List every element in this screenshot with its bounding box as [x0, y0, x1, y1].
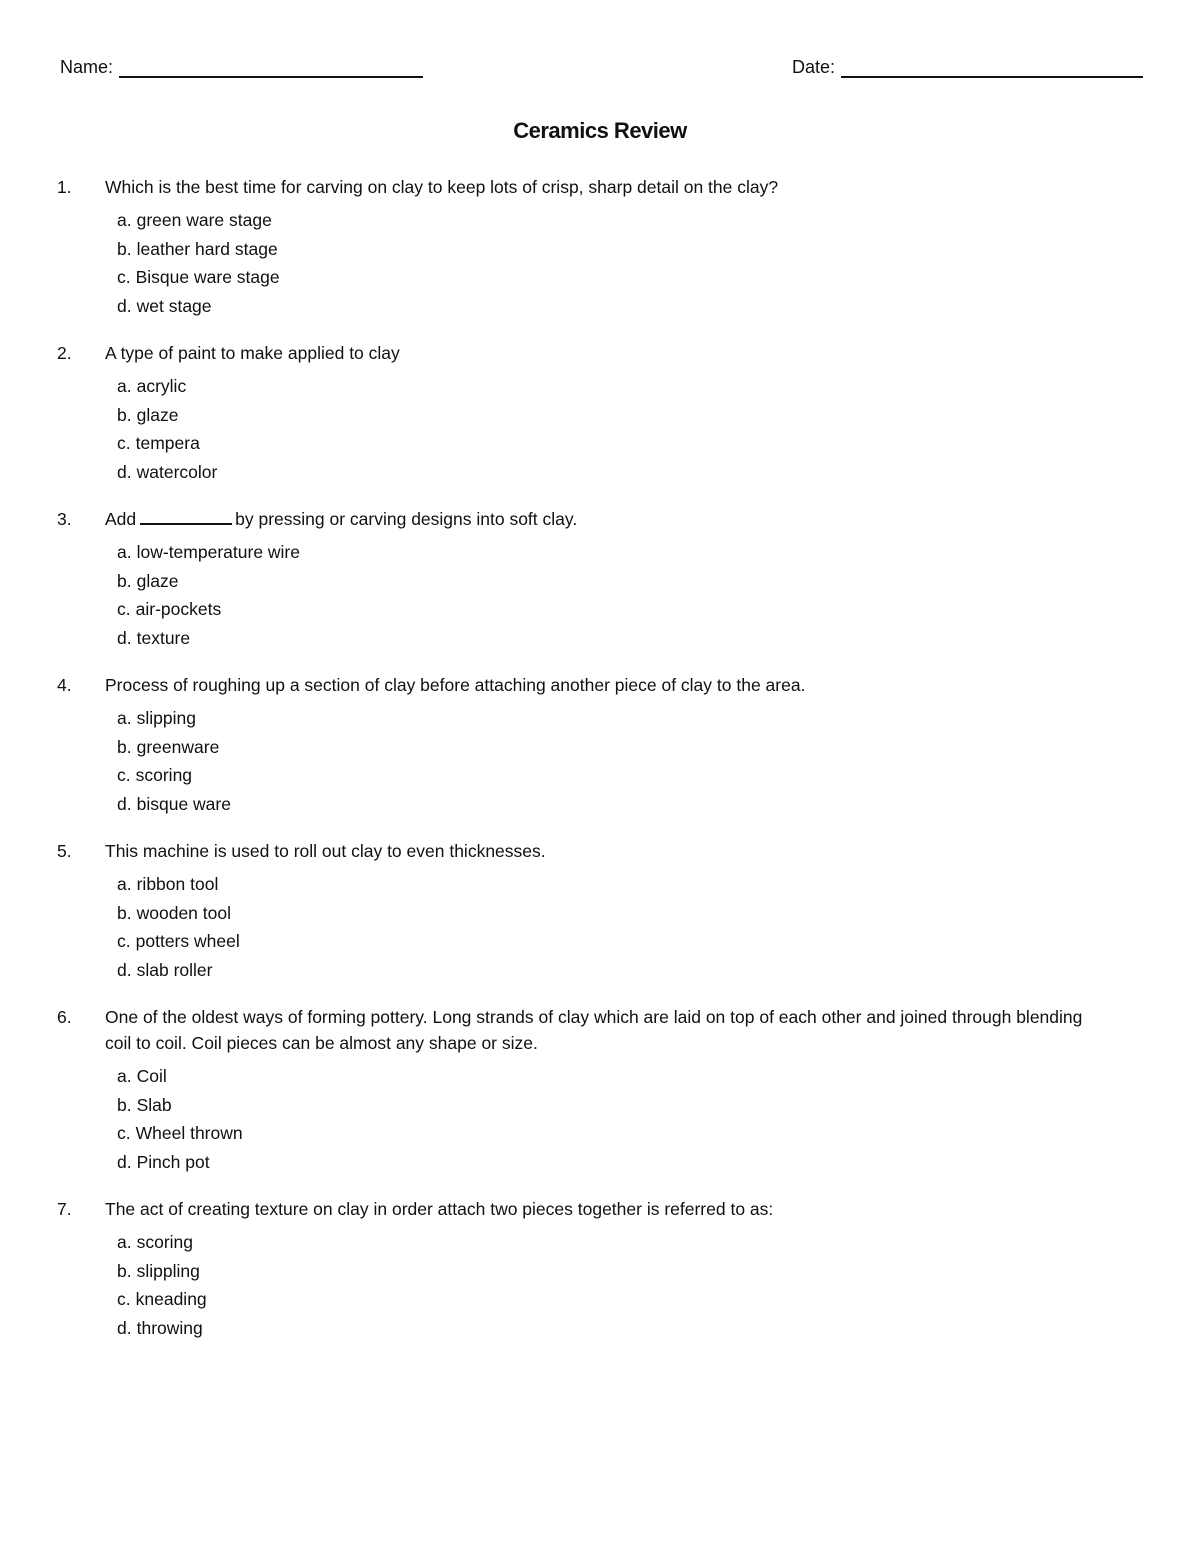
option-letter: d. [117, 1317, 132, 1338]
option-letter: c. [117, 433, 131, 453]
question-stem [0, 174, 1200, 200]
option-text: Coil [136, 1066, 167, 1086]
question-number: 3. [57, 509, 72, 529]
option-letter: b. [117, 1260, 132, 1281]
option-b[interactable] [117, 1257, 1200, 1286]
option-letter: c. [117, 765, 131, 785]
option-list [0, 538, 1200, 652]
option-d[interactable] [117, 790, 1200, 819]
option-text: Slab [136, 1094, 172, 1115]
option-b[interactable] [117, 1091, 1200, 1120]
option-letter: a. [117, 1232, 132, 1252]
option-letter: d. [117, 793, 132, 814]
option-c[interactable] [117, 263, 1200, 292]
option-text: greenware [136, 736, 220, 757]
option-list [0, 1228, 1200, 1342]
option-b[interactable] [117, 733, 1200, 762]
option-text: acrylic [136, 376, 187, 396]
option-text: slab roller [136, 959, 213, 980]
question-text-after: by pressing or carving designs into soft clay. [235, 509, 578, 529]
question-stem [0, 340, 1200, 366]
option-letter: a. [117, 874, 132, 894]
question-6 [0, 1004, 1200, 1176]
option-text: glaze [136, 570, 179, 591]
option-text: glaze [136, 404, 179, 425]
question-number: 6. [57, 1007, 72, 1027]
option-a[interactable] [117, 704, 1200, 733]
option-list [0, 206, 1200, 320]
name-field-row [60, 56, 423, 78]
option-text: ribbon tool [136, 874, 219, 894]
question-stem [0, 672, 1200, 698]
fill-in-blank[interactable] [140, 507, 232, 525]
question-1 [0, 174, 1200, 320]
option-letter: a. [117, 210, 132, 230]
page-title: Ceramics Review [513, 118, 687, 143]
option-letter: c. [117, 1289, 131, 1309]
question-number: 4. [57, 675, 72, 695]
option-letter: d. [117, 295, 132, 316]
name-label: Name: [60, 57, 114, 77]
option-text: leather hard stage [136, 238, 278, 259]
date-blank-line[interactable] [841, 60, 1143, 78]
question-text: A type of paint to make applied to clay [105, 343, 400, 363]
question-text: Which is the best time for carving on clay to keep lots of crisp, sharp detail on the clay? [105, 177, 779, 197]
option-letter: b. [117, 570, 132, 591]
question-text-before: Add [105, 509, 137, 529]
option-text: Pinch pot [136, 1151, 210, 1172]
option-letter: d. [117, 959, 132, 980]
option-b[interactable] [117, 401, 1200, 430]
option-a[interactable] [117, 870, 1200, 899]
option-d[interactable] [117, 1148, 1200, 1177]
option-letter: a. [117, 1066, 132, 1086]
date-label: Date: [792, 57, 836, 77]
option-c[interactable] [117, 595, 1200, 624]
option-letter: b. [117, 1094, 132, 1115]
option-letter: a. [117, 376, 132, 396]
question-5 [0, 838, 1200, 984]
option-text: texture [136, 627, 191, 648]
option-text: scoring [136, 1232, 194, 1252]
option-letter: c. [117, 267, 131, 287]
option-c[interactable] [117, 927, 1200, 956]
question-4 [0, 672, 1200, 818]
question-stem [0, 1196, 1200, 1222]
option-text: scoring [135, 765, 193, 785]
option-c[interactable] [117, 429, 1200, 458]
question-text: The act of creating texture on clay in order attach two pieces together is referred to as: [105, 1199, 774, 1219]
option-text: Wheel thrown [135, 1123, 243, 1143]
option-text: air-pockets [135, 599, 222, 619]
option-text: watercolor [136, 461, 218, 482]
option-letter: c. [117, 931, 131, 951]
option-c[interactable] [117, 1119, 1200, 1148]
option-d[interactable] [117, 956, 1200, 985]
option-list [0, 1062, 1200, 1176]
option-text: bisque ware [136, 793, 231, 814]
option-a[interactable] [117, 1062, 1200, 1091]
option-c[interactable] [117, 1285, 1200, 1314]
question-stem [0, 838, 1200, 864]
option-text: low-temperature wire [136, 542, 300, 562]
option-letter: a. [117, 542, 132, 562]
option-text: potters wheel [135, 931, 240, 951]
question-stem [0, 506, 1200, 532]
question-text: One of the oldest ways of forming pottery. Long strands of clay which are laid on top of each other and joined through blending coil to coil. Coil pieces can be almost any shape or size. [105, 1007, 1083, 1053]
option-text: tempera [135, 433, 200, 453]
option-d[interactable] [117, 458, 1200, 487]
question-text: This machine is used to roll out clay to even thicknesses. [105, 841, 546, 861]
option-letter: d. [117, 461, 132, 482]
question-number: 1. [57, 177, 72, 197]
option-letter: b. [117, 902, 132, 923]
question-number: 5. [57, 841, 72, 861]
option-text: wet stage [136, 295, 212, 316]
option-c[interactable] [117, 761, 1200, 790]
question-number: 2. [57, 343, 72, 363]
question-stem [0, 1004, 1200, 1056]
option-a[interactable] [117, 206, 1200, 235]
option-a[interactable] [117, 538, 1200, 567]
option-text: slipping [136, 708, 196, 728]
option-text: throwing [136, 1317, 203, 1338]
option-text: wooden tool [136, 902, 231, 923]
option-b[interactable] [117, 899, 1200, 928]
option-b[interactable] [117, 567, 1200, 596]
option-list [0, 372, 1200, 486]
option-text: Bisque ware stage [135, 267, 280, 287]
option-list [0, 870, 1200, 984]
option-letter: a. [117, 708, 132, 728]
option-letter: c. [117, 599, 131, 619]
option-letter: d. [117, 1151, 132, 1172]
option-d[interactable] [117, 624, 1200, 653]
option-letter: b. [117, 238, 132, 259]
option-letter: b. [117, 736, 132, 757]
option-letter: c. [117, 1123, 131, 1143]
name-blank-line[interactable] [119, 60, 423, 78]
option-d[interactable] [117, 1314, 1200, 1343]
option-a[interactable] [117, 372, 1200, 401]
option-a[interactable] [117, 1228, 1200, 1257]
question-text: Process of roughing up a section of clay before attaching another piece of clay to the area. [105, 675, 806, 695]
question-list [0, 174, 1200, 1362]
question-2 [0, 340, 1200, 486]
question-7 [0, 1196, 1200, 1342]
question-3 [0, 506, 1200, 652]
option-list [0, 704, 1200, 818]
option-text: green ware stage [136, 210, 272, 230]
option-letter: b. [117, 404, 132, 425]
option-text: kneading [135, 1289, 207, 1309]
option-letter: d. [117, 627, 132, 648]
date-field-row [792, 56, 1143, 78]
option-text: slippling [136, 1260, 200, 1281]
question-number: 7. [57, 1199, 72, 1219]
option-d[interactable] [117, 292, 1200, 321]
option-b[interactable] [117, 235, 1200, 264]
